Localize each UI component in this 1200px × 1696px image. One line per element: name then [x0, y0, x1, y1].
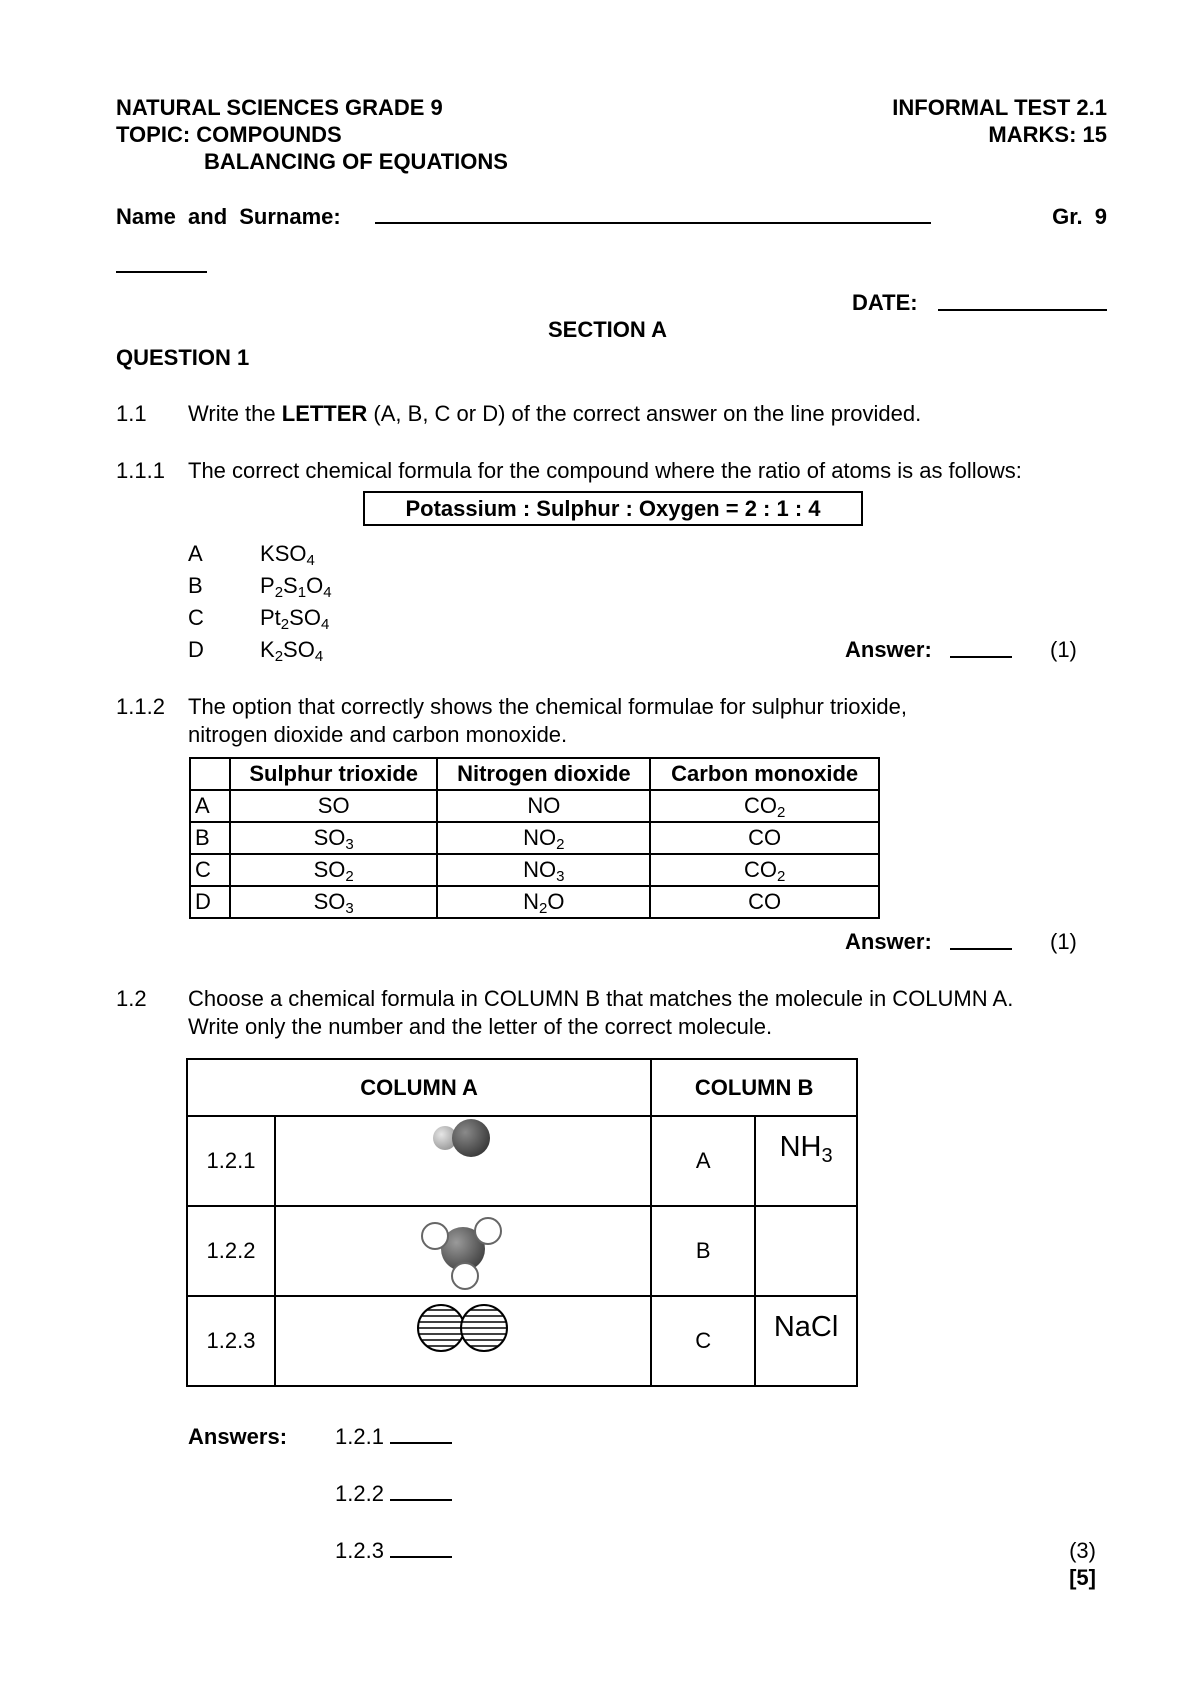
- formula-cell: [230, 790, 437, 822]
- formula-subscript: 2: [280, 616, 290, 633]
- formula-text: O: [547, 889, 565, 915]
- formula-text: S: [289, 605, 304, 630]
- answers-label: Answers:: [188, 1424, 288, 1449]
- grade-label: Gr. 9: [1052, 204, 1107, 229]
- formula-subscript: 1: [297, 584, 307, 601]
- formula-cell: [437, 822, 650, 854]
- formula-subscript: 2: [345, 868, 354, 886]
- formula-subscript: 2: [777, 804, 786, 822]
- formula-cell: [650, 886, 879, 918]
- question-number: 1.1.2: [116, 694, 165, 719]
- topic-label: TOPIC: COMPOUNDS: [116, 122, 342, 147]
- answer-label: Answer:: [845, 637, 932, 662]
- table-row: [187, 1116, 857, 1206]
- formula-cell: [437, 886, 650, 918]
- subtopic-label: BALANCING OF EQUATIONS: [204, 149, 508, 174]
- formula-subscript: 2: [274, 648, 284, 665]
- mark: (1): [1050, 637, 1077, 662]
- molecule-cell: [275, 1296, 651, 1386]
- answer-line[interactable]: [390, 1556, 452, 1558]
- total-mark: [5]: [1069, 1565, 1096, 1590]
- table-header: Nitrogen dioxide: [437, 758, 650, 790]
- question-text: Choose a chemical formula in COLUMN B that matches the molecule in COLUMN A.: [188, 986, 1014, 1011]
- formula-text: S: [283, 573, 298, 598]
- row-letter: A: [651, 1116, 755, 1206]
- answer-line[interactable]: [390, 1499, 452, 1501]
- formula-cell: [650, 822, 879, 854]
- formula-text: O: [303, 605, 321, 630]
- formula-text: O: [306, 573, 324, 598]
- formula-text: Pt: [260, 605, 281, 630]
- formula-cell: [230, 886, 437, 918]
- formula-cell: [230, 854, 437, 886]
- column-b-header: COLUMN B: [651, 1059, 857, 1116]
- table-header: Carbon monoxide: [650, 758, 879, 790]
- formula-text: CO: [748, 825, 782, 851]
- formula-text: O: [297, 637, 315, 662]
- formula-text: SO: [313, 825, 346, 851]
- formula-cell: [650, 790, 879, 822]
- formula-subscript: 4: [306, 552, 315, 569]
- formula-text: O: [289, 541, 307, 566]
- row-letter: B: [651, 1206, 755, 1296]
- date-line[interactable]: [938, 309, 1107, 311]
- formula-cell: [437, 854, 650, 886]
- formula-cell: [755, 1206, 857, 1296]
- question-text: nitrogen dioxide and carbon monoxide.: [188, 722, 568, 747]
- matching-table: [186, 1058, 858, 1387]
- table-row: [190, 822, 879, 854]
- table-header-row: [190, 758, 879, 790]
- option-formula: [260, 604, 329, 632]
- answer-line[interactable]: [390, 1442, 452, 1444]
- name-line[interactable]: [375, 222, 931, 224]
- question-text: The correct chemical formula for the compound where the ratio of atoms is as follows:: [188, 458, 1022, 483]
- row-letter: A: [190, 790, 230, 822]
- date-label: DATE:: [852, 290, 918, 315]
- formula-text: SO: [313, 889, 346, 915]
- option-letter: D: [188, 637, 204, 662]
- formula-cell: [650, 854, 879, 886]
- formula-cell: NaCl: [755, 1296, 857, 1386]
- question-text: Write only the number and the letter of the correct molecule.: [188, 1014, 773, 1039]
- table-header: Sulphur trioxide: [230, 758, 437, 790]
- table-row: [190, 790, 879, 822]
- table-row: [190, 854, 879, 886]
- formula-subscript: 2: [556, 836, 565, 854]
- option-letter: A: [188, 541, 203, 566]
- formula-text: NO: [523, 825, 557, 851]
- answer-item: 1.2.2: [335, 1480, 452, 1508]
- marks-label: MARKS: 15: [988, 122, 1107, 147]
- question-number: 1.1: [116, 401, 147, 426]
- column-a-header: COLUMN A: [187, 1059, 651, 1116]
- formula-subscript: 2: [777, 868, 786, 886]
- options-table: [189, 757, 880, 919]
- formula-subscript: 4: [320, 616, 330, 633]
- formula-text: SO: [317, 793, 350, 819]
- table-header-blank: [190, 758, 230, 790]
- answer-line[interactable]: [950, 656, 1012, 658]
- option-letter: B: [188, 573, 203, 598]
- formula-cell: [230, 822, 437, 854]
- row-letter: B: [190, 822, 230, 854]
- row-letter: C: [651, 1296, 755, 1386]
- section-title: SECTION A: [548, 317, 667, 342]
- formula-text: NO: [523, 857, 557, 883]
- two-atom-shaded-molecule-icon: [423, 1118, 503, 1168]
- molecule-cell: [275, 1116, 651, 1206]
- answer-label: Answer:: [845, 929, 932, 954]
- question-text: The option that correctly shows the chemical formulae for sulphur trioxide,: [188, 694, 907, 719]
- question-number: 1.2: [116, 986, 147, 1011]
- instruction-text: Write the LETTER (A, B, C or D) of the correct answer on the line provided.: [188, 401, 922, 426]
- formula-cell: $NH_3$: [755, 1116, 857, 1206]
- mark: (3): [1069, 1538, 1096, 1563]
- answer-line[interactable]: [950, 948, 1012, 950]
- formula-text: NO: [527, 793, 561, 819]
- molecule-cell: [275, 1206, 651, 1296]
- formula-subscript: 2: [274, 584, 284, 601]
- formula-text: S: [283, 637, 298, 662]
- row-letter: D: [190, 886, 230, 918]
- formula-text: S: [274, 541, 290, 566]
- formula-cell: [437, 790, 650, 822]
- row-number: 1.2.2: [187, 1206, 275, 1296]
- question-title: QUESTION 1: [116, 345, 250, 370]
- formula-subscript: 3: [345, 900, 354, 918]
- row-letter: C: [190, 854, 230, 886]
- answer-item: 1.2.1: [335, 1423, 452, 1451]
- formula-subscript: 3: [345, 836, 354, 854]
- formula-subscript: 4: [323, 584, 332, 601]
- row-number: 1.2.3: [187, 1296, 275, 1386]
- table-row: [190, 886, 879, 918]
- formula-subscript: 4: [314, 648, 324, 665]
- test-title: INFORMAL TEST 2.1: [892, 95, 1107, 120]
- three-hydrogen-molecule-icon: [415, 1211, 511, 1291]
- two-atom-striped-molecule-icon: [413, 1301, 513, 1355]
- mark: (1): [1050, 929, 1077, 954]
- formula-text: N: [523, 889, 540, 915]
- formula-text: K: [260, 637, 275, 662]
- formula-text: SO: [313, 857, 346, 883]
- formula-subscript: 2: [539, 900, 548, 918]
- formula-text: CO: [744, 793, 777, 819]
- option-letter: C: [188, 605, 204, 630]
- formula-text: K: [260, 541, 275, 566]
- option-formula: [260, 572, 332, 600]
- formula-text: P: [260, 573, 275, 598]
- option-formula: [260, 636, 323, 664]
- grade-line[interactable]: [116, 271, 207, 273]
- row-number: 1.2.1: [187, 1116, 275, 1206]
- table-row: [187, 1296, 857, 1386]
- question-number: 1.1.1: [116, 458, 165, 483]
- answer-item: 1.2.3: [335, 1537, 452, 1565]
- formula-subscript: 3: [556, 868, 565, 886]
- ratio-box: Potassium : Sulphur : Oxygen = 2 : 1 : 4: [363, 491, 863, 526]
- formula-text: CO: [748, 889, 782, 915]
- name-label: Name and Surname:: [116, 204, 341, 229]
- formula-text: CO: [744, 857, 777, 883]
- subject-title: NATURAL SCIENCES GRADE 9: [116, 95, 443, 120]
- option-formula: [260, 540, 315, 568]
- table-row: [187, 1206, 857, 1296]
